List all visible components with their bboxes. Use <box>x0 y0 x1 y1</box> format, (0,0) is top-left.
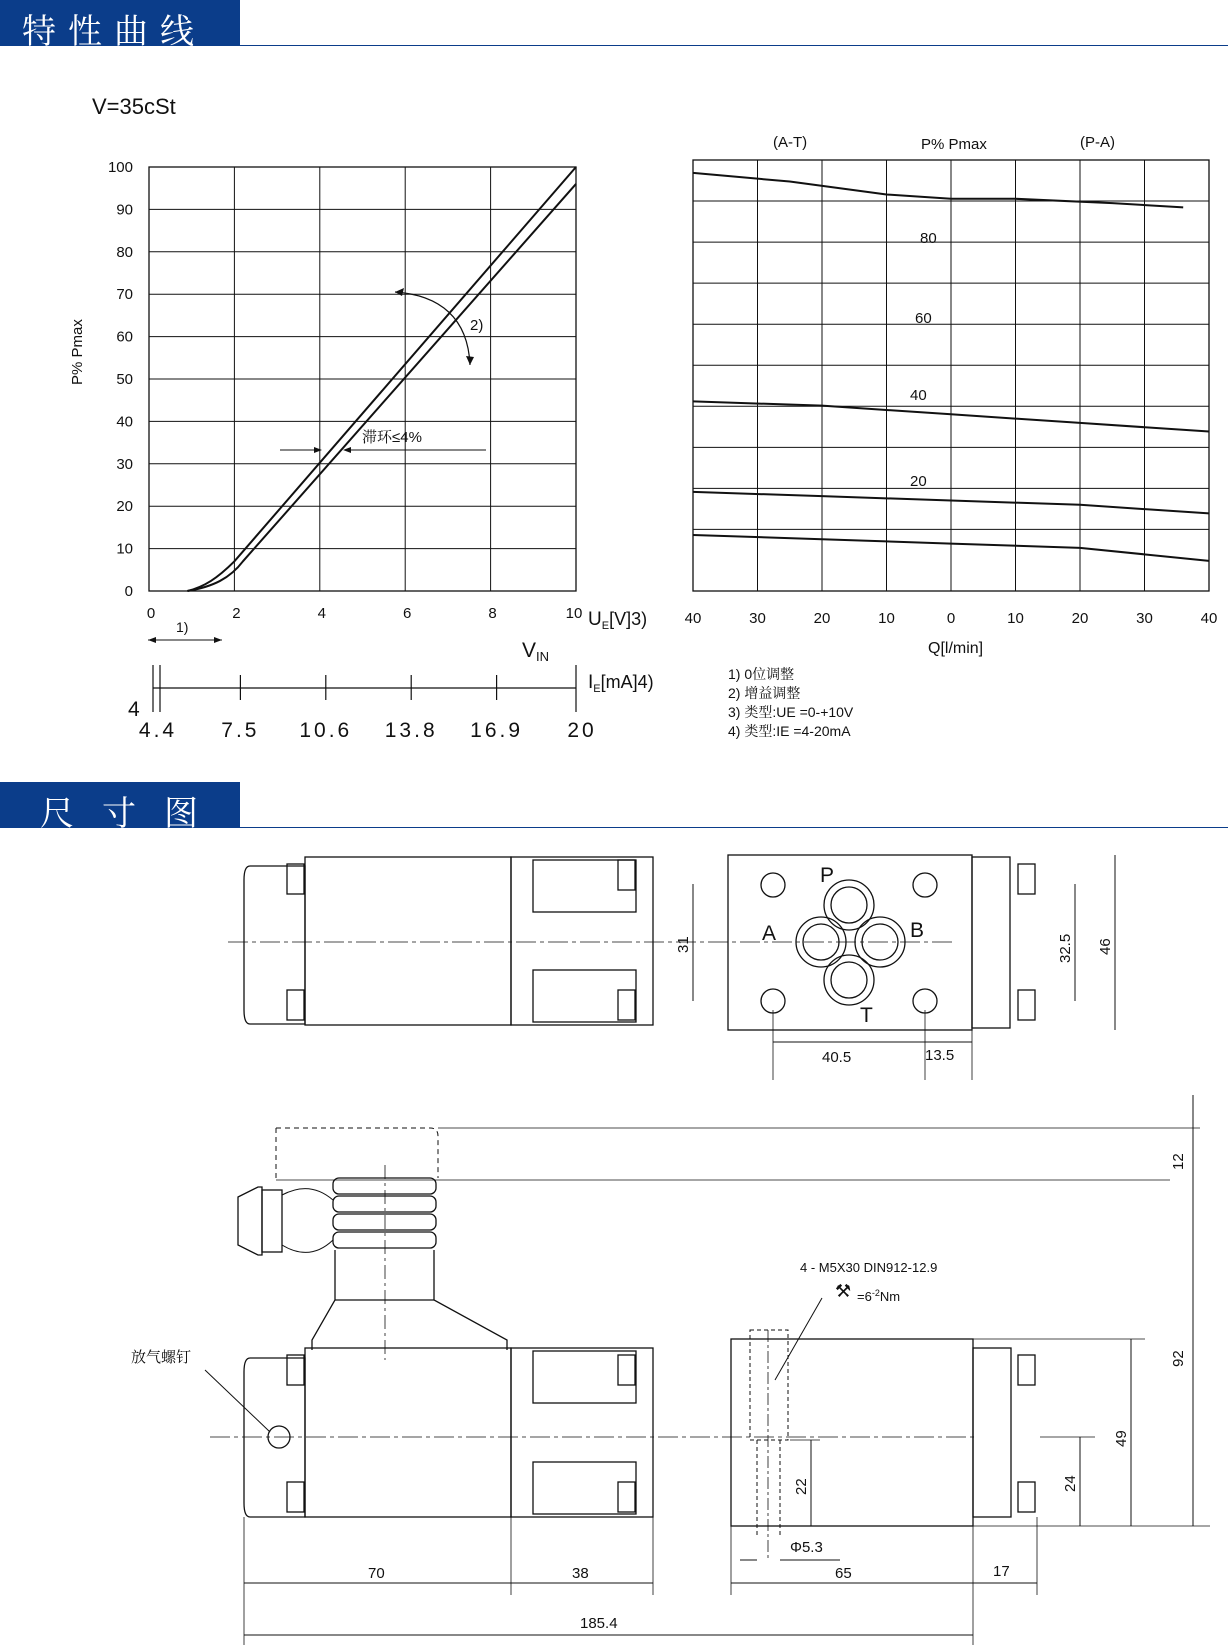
top-screw-lower-mid <box>618 990 635 1020</box>
left-ytick-label: 60 <box>116 328 133 346</box>
side-view-drawing <box>205 1095 1210 1645</box>
left-ytick-label: 0 <box>124 583 133 600</box>
ie-tick-label: 13.8 <box>384 719 438 742</box>
top-screw-lower-right <box>1018 990 1035 1020</box>
side-coil-body <box>305 1348 511 1517</box>
gain-arrowhead-bottom <box>466 356 474 365</box>
ie-axis-label: $I_E[mA]4$) <box>588 672 654 695</box>
bolt-hidden-outline <box>750 1330 788 1440</box>
right-chart-label-at: (A-T) <box>773 134 808 151</box>
top-right-end <box>972 857 1010 1028</box>
right-chart-xticks <box>685 610 1218 627</box>
port-label-p: P <box>820 864 835 887</box>
left-xtick-label: 0 <box>146 605 156 622</box>
left-chart-grid <box>149 167 576 591</box>
side-screw-upper-mid <box>618 1355 635 1385</box>
right-xtick-label: 0 <box>946 610 956 627</box>
ie-axis-ticks <box>139 675 597 742</box>
dim-label-49: 49 <box>1113 1430 1130 1447</box>
right-xtick-label: 40 <box>1200 610 1218 627</box>
note-4: 4) 类型:IE =4-20mA <box>728 723 851 739</box>
side-screw-upper-right <box>1018 1355 1035 1385</box>
dim-label-13-5: 13.5 <box>925 1047 955 1064</box>
dim-label-phi-5-3: Φ5.3 <box>790 1539 823 1556</box>
section-title-dimensions: 尺寸图 <box>40 794 226 834</box>
bleed-screw-label: 放气螺钉 <box>131 1349 192 1366</box>
left-ytick-label: 40 <box>116 413 133 431</box>
top-coil-cap <box>244 866 305 1024</box>
right-series-80 <box>693 173 1183 207</box>
dim-label-17: 17 <box>993 1563 1010 1580</box>
zero-adjust-arrowhead-left <box>148 637 156 643</box>
right-xtick-label: 10 <box>1007 610 1024 627</box>
left-xtick-label: 10 <box>565 605 583 622</box>
ie-tick-label: 20 <box>567 719 597 742</box>
cable-gland-transition <box>282 1189 333 1253</box>
curve-label-20: 20 <box>910 473 927 490</box>
top-view-labels <box>675 864 1114 1066</box>
right-xtick-label: 30 <box>1136 610 1153 627</box>
side-coil-cap <box>244 1358 305 1517</box>
right-chart-xlabel: Q[l/min] <box>928 640 984 657</box>
top-bolt-hole-1 <box>761 873 785 897</box>
right-xtick-label: 10 <box>878 610 895 627</box>
port-label-b: B <box>910 919 925 942</box>
plug-envelope <box>276 1128 438 1180</box>
right-chart-label-p: P% Pmax <box>921 136 987 153</box>
dim-label-40-5: 40.5 <box>822 1049 852 1066</box>
ue-axis-label: $U_E[V]3$) <box>588 609 648 632</box>
ie-tick-label: 16.9 <box>470 719 524 742</box>
left-xtick-label: 2 <box>232 605 241 622</box>
dim-label-46: 46 <box>1097 938 1114 955</box>
right-xtick-label: 20 <box>1071 610 1089 627</box>
dim-label-22: 22 <box>793 1478 810 1495</box>
bolt-spec-label: 4 - M5X30 DIN912-12.9 <box>800 1260 938 1275</box>
right-chart-grid <box>693 160 1209 591</box>
left-xtick-label: 4 <box>317 605 326 622</box>
zero-adjust-arrowhead-right <box>214 637 222 643</box>
side-right-end <box>973 1348 1011 1517</box>
side-valve-body <box>511 1348 653 1517</box>
left-ytick-label: 30 <box>116 455 133 473</box>
dim-label-70: 70 <box>368 1565 385 1582</box>
left-chart <box>69 94 654 742</box>
note-2: 2) 增益调整 <box>728 685 801 701</box>
ie-tick-label: 4.4 <box>138 719 178 742</box>
cable-gland-body <box>262 1190 282 1252</box>
curve-label-40: 40 <box>910 387 927 404</box>
top-coil-window-upper <box>533 860 636 912</box>
dim-label-24: 24 <box>1062 1475 1079 1492</box>
side-coil-window-upper <box>533 1351 636 1403</box>
top-screw-upper-right <box>1018 864 1035 894</box>
left-ytick-label: 50 <box>116 371 133 388</box>
port-label-t: T <box>860 1004 873 1027</box>
top-bolt-hole-4 <box>913 989 937 1013</box>
curve-label-60: 60 <box>915 310 932 327</box>
port-t-inner <box>831 962 867 998</box>
port-label-a: A <box>762 922 777 945</box>
wrench-icon: ⚒ <box>835 1281 852 1301</box>
left-series-lower <box>187 184 576 591</box>
dim-label-31: 31 <box>675 936 692 953</box>
ie-tick-label: 10.6 <box>299 719 353 742</box>
bleed-screw-leader <box>205 1370 270 1432</box>
top-valve-body <box>511 857 653 1025</box>
right-chart <box>685 134 1218 657</box>
plug-ring-2 <box>333 1196 436 1212</box>
left-ytick-label: 10 <box>116 540 133 558</box>
left-chart-ylabel: P% Pmax <box>69 319 86 385</box>
top-bolt-hole-2 <box>913 873 937 897</box>
side-coil-window-lower <box>533 1462 636 1514</box>
hysteresis-label: 滞环≤4% <box>362 429 422 446</box>
left-ytick-label: 80 <box>116 243 133 261</box>
top-screw-upper-mid <box>618 860 635 890</box>
dim-label-92: 92 <box>1170 1350 1187 1367</box>
top-screw-lower-left <box>287 990 304 1020</box>
left-ytick-label: 100 <box>107 159 133 176</box>
top-bolt-hole-3 <box>761 989 785 1013</box>
section-title-characteristics: 特性曲线 <box>22 12 206 52</box>
left-chart-yticks <box>108 159 133 600</box>
vin-label: VIN <box>522 639 550 664</box>
side-subplate <box>731 1339 973 1526</box>
side-screw-lower-left <box>287 1482 304 1512</box>
side-screw-lower-right <box>1018 1482 1035 1512</box>
viscosity-label: V=35cSt <box>92 94 176 119</box>
dim-label-65: 65 <box>835 1565 852 1582</box>
curve-label-80: 80 <box>920 230 937 247</box>
torque-label: $=6^{-2}Nm$ <box>857 1288 901 1304</box>
cable-gland-nut <box>238 1187 262 1255</box>
left-xtick-label: 8 <box>488 605 497 622</box>
ie-tick-label: 7.5 <box>221 719 260 742</box>
top-screw-upper-left <box>287 864 304 894</box>
right-xtick-label: 30 <box>749 610 766 627</box>
gain-note-label: 2) <box>470 317 484 334</box>
top-view-drawing <box>228 855 1115 1080</box>
side-screw-lower-mid <box>618 1482 635 1512</box>
notes-block <box>728 666 854 739</box>
port-p-inner <box>831 887 867 923</box>
dim-label-12: 12 <box>1170 1153 1187 1170</box>
left-ytick-label: 70 <box>116 286 133 304</box>
note-1: 1) 0位调整 <box>728 666 795 682</box>
top-coil-body <box>305 857 511 1025</box>
dim-label-38: 38 <box>572 1565 589 1582</box>
plug-ring-3 <box>333 1214 436 1230</box>
zero-adjust-note: 1) <box>176 619 189 635</box>
dim-label-185-4: 185.4 <box>580 1615 618 1632</box>
top-coil-window-lower <box>533 970 636 1022</box>
side-screw-upper-left <box>287 1355 304 1385</box>
left-ytick-label: 20 <box>116 498 133 516</box>
left-chart-xticks <box>147 605 583 622</box>
ie-start-value: 4 <box>128 698 140 721</box>
left-ytick-label: 90 <box>116 201 133 219</box>
plug-ring-4 <box>333 1232 436 1248</box>
right-xtick-label: 40 <box>684 610 702 627</box>
right-xtick-label: 20 <box>813 610 831 627</box>
left-xtick-label: 6 <box>403 605 412 622</box>
gain-arrowhead-top <box>395 288 404 296</box>
right-chart-label-pa: (P-A) <box>1080 134 1115 151</box>
note-3: 3) 类型:UE =0-+10V <box>728 704 854 720</box>
hysteresis-arrowhead-left <box>314 447 322 453</box>
dim-label-32-5: 32.5 <box>1057 933 1074 963</box>
side-view-labels <box>131 1153 1187 1632</box>
